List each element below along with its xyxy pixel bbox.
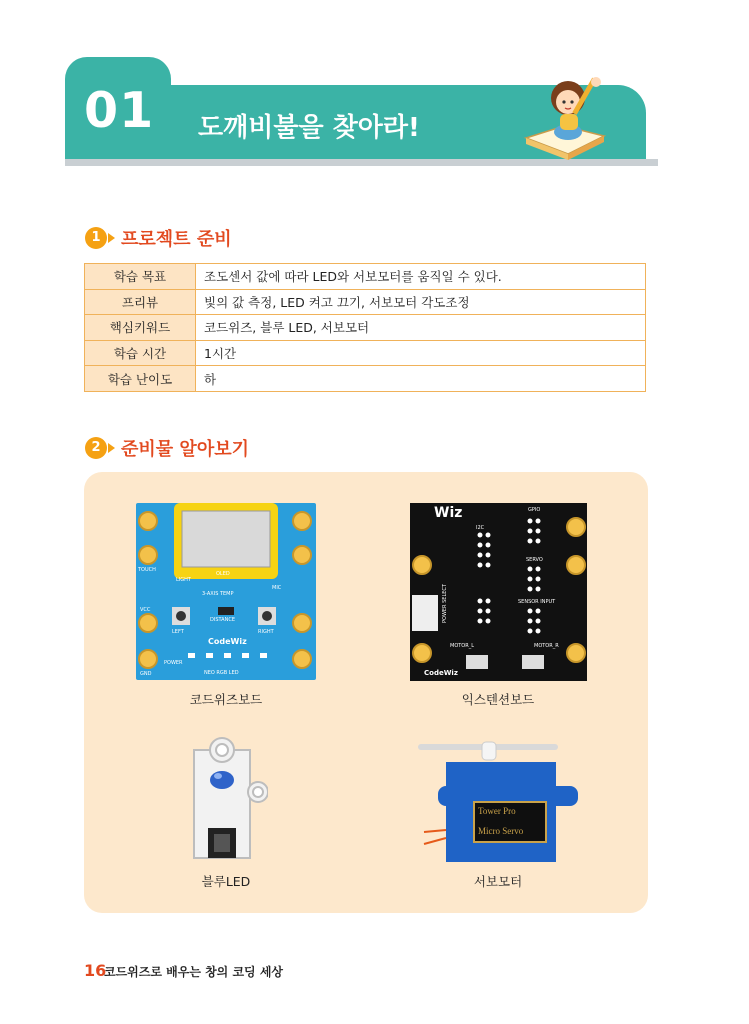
- section-1-arrow-icon: [108, 233, 115, 243]
- row-value: 1시간: [196, 340, 646, 366]
- extension-board-caption: 익스텐션보드: [461, 692, 535, 707]
- row-label: 학습 목표: [85, 264, 196, 290]
- chapter-number: 01: [84, 82, 155, 139]
- row-label: 핵심키워드: [85, 315, 196, 341]
- row-value: 빛의 값 측정, LED 켜고 끄기, 서보모터 각도조정: [196, 289, 646, 315]
- sensor-input-label: SENSOR INPUT: [518, 599, 556, 605]
- table-row: [85, 340, 646, 366]
- i2c-label: I2C: [476, 525, 485, 531]
- servo-label: SERVO: [526, 557, 543, 563]
- distance-label: DISTANCE: [210, 617, 235, 623]
- page-number: 16: [84, 961, 107, 980]
- servo-label-line2: Micro Servo: [478, 826, 524, 836]
- book-title: 코드위즈로 배우는 창의 코딩 세상: [104, 965, 284, 979]
- mic-label: MIC: [272, 585, 282, 591]
- vcc-label: VCC: [140, 607, 151, 613]
- codewiz-board-caption: 코드위즈보드: [189, 692, 263, 707]
- blue-led-module-image: [188, 736, 268, 864]
- temp-label: 3-AXIS TEMP: [202, 591, 234, 597]
- oled-label: OLED: [216, 571, 230, 577]
- table-row: [85, 264, 646, 290]
- extension-board-image: [410, 503, 587, 681]
- row-label: 학습 난이도: [85, 366, 196, 392]
- row-label: 프리뷰: [85, 289, 196, 315]
- row-value: 코드위즈, 블루 LED, 서보모터: [196, 315, 646, 341]
- light-label: LIGHT: [176, 577, 191, 583]
- chapter-title: 도깨비불을 찾아라!: [198, 113, 420, 143]
- codewiz-logo: CodeWiz: [208, 637, 247, 646]
- section-2-title: 준비물 알아보기: [121, 439, 249, 460]
- wiz-logo: Wiz: [434, 505, 463, 521]
- touch-label: TOUCH: [138, 567, 156, 573]
- row-label: 학습 시간: [85, 340, 196, 366]
- motor-l-label: MOTOR_L: [450, 643, 474, 649]
- section-2-arrow-icon: [108, 443, 115, 453]
- power-label: POWER: [164, 660, 183, 666]
- row-value: 하: [196, 366, 646, 392]
- table-row: [85, 366, 646, 392]
- section-2-badge: 2: [85, 437, 107, 459]
- codewiz-board-image: [136, 503, 316, 680]
- girl-reading-illustration: [520, 66, 610, 166]
- project-info-table: [84, 263, 646, 392]
- power-select-label: POWER SELECT: [442, 584, 448, 623]
- table-row: [85, 315, 646, 341]
- servo-motor-image: [418, 740, 578, 864]
- gnd-label: GND: [140, 671, 152, 677]
- row-value: 조도센서 값에 따라 LED와 서보모터를 움직일 수 있다.: [196, 264, 646, 290]
- motor-r-label: MOTOR_R: [534, 643, 559, 649]
- left-label: LEFT: [172, 629, 184, 635]
- right-label: RIGHT: [258, 629, 274, 635]
- section-1-badge: 1: [85, 227, 107, 249]
- section-1-title: 프로젝트 준비: [121, 229, 232, 250]
- neo-led-label: NEO RGB LED: [204, 670, 239, 676]
- gpio-label: GPIO: [528, 507, 541, 513]
- servo-motor-caption: 서보모터: [473, 874, 523, 889]
- blue-led-caption: 블루LED: [201, 874, 251, 889]
- extension-logo: CodeWiz: [424, 669, 458, 677]
- servo-label-line1: Tower Pro: [478, 806, 516, 816]
- table-row: [85, 289, 646, 315]
